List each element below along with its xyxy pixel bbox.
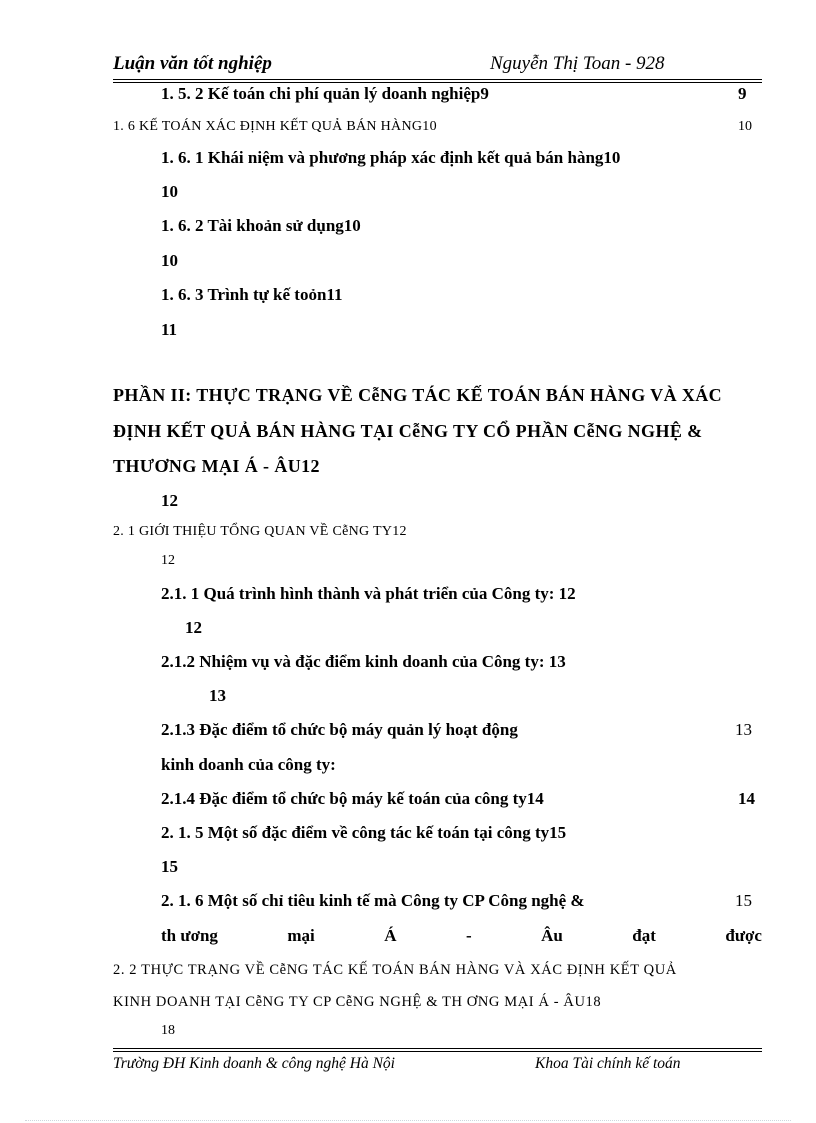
toc-part-2-line-1: PHẦN II: THỰC TRẠNG VỀ CễNG TÁC KẾ TOÁN BÁN HÀNG VÀ XÁC — [113, 385, 723, 405]
toc-entry-2-1-4: 2.1.4 Đặc điểm tổ chức bộ máy kế toán của công ty14 — [161, 789, 544, 808]
footer-rule-thin — [113, 1051, 762, 1052]
toc-page-1-6: 10 — [738, 119, 752, 134]
toc-page-2-1-2: 13 — [209, 686, 226, 705]
toc-page-2-1-5: 15 — [161, 857, 178, 876]
toc-page-2-1: 12 — [161, 553, 175, 568]
toc-entry-2-1-3-line-1: 2.1.3 Đặc điểm tổ chức bộ máy quản lý hoạt động — [161, 720, 518, 739]
toc-entry-1-5-2: 1. 5. 2 Kế toán chi phí quản lý doanh nghiệp9 — [161, 84, 489, 103]
toc-entry-1-6-3: 1. 6. 3 Trình tự kế toỏn11 — [161, 285, 343, 304]
toc-entry-2-1-6-line-2 — [161, 926, 762, 946]
toc-page-1-6-1: 10 — [161, 182, 178, 201]
toc-page-2-1-1: 12 — [185, 618, 202, 637]
toc-entry-1-6-2: 1. 6. 2 Tài khoản sử dụng10 — [161, 216, 361, 235]
footer-rule — [113, 1048, 762, 1049]
word: Âu — [541, 926, 563, 945]
toc-page-2-1-6: 15 — [735, 891, 752, 910]
toc-entry-2-2-line-1: 2. 2 THỰC TRẠNG VỀ CễNG TÁC KẾ TOÁN BÁN HÀNG VÀ XÁC ĐỊNH KẾT QUẢ — [113, 962, 677, 978]
toc-page-part-2: 12 — [161, 491, 178, 510]
word: đạt — [632, 926, 656, 945]
word: th ương — [161, 926, 218, 945]
toc-entry-1-6: 1. 6 KẾ TOÁN XÁC ĐỊNH KẾT QUẢ BÁN HÀNG10 — [113, 119, 437, 134]
word: mại — [287, 926, 315, 945]
toc-entry-2-1: 2. 1 GIỚI THIỆU TỔNG QUAN VỀ CễNG TY12 — [113, 524, 407, 539]
toc-page-1-5-2: 9 — [738, 84, 747, 103]
toc-entry-2-1-2: 2.1.2 Nhiệm vụ và đặc điểm kinh doanh của Công ty: 13 — [161, 652, 566, 671]
header-author: Nguyễn Thị Toan - 928 — [490, 53, 665, 74]
toc-entry-2-1-5: 2. 1. 5 Một số đặc điểm về công tác kế toán tại công ty15 — [161, 823, 567, 842]
toc-part-2-line-3: THƯƠNG MẠI Á - ÂU12 — [113, 456, 320, 476]
header-title: Luận văn tốt nghiệp — [113, 53, 272, 74]
word: Á — [384, 926, 397, 945]
toc-entry-2-1-6-line-1: 2. 1. 6 Một số chỉ tiêu kinh tế mà Công ty CP Công nghệ & — [161, 891, 585, 910]
page-edge-dots — [25, 1120, 791, 1121]
toc-page-2-1-4: 14 — [738, 789, 755, 808]
toc-entry-2-2-line-2: KINH DOANH TẠI CễNG TY CP CễNG NGHỆ & TH ƠNG MẠI Á - ÂU18 — [113, 994, 602, 1010]
toc-page-1-6-2: 10 — [161, 251, 178, 270]
toc-entry-2-1-3-line-2: kinh doanh của công ty: — [161, 755, 336, 774]
word: được — [725, 926, 762, 945]
word: - — [465, 926, 472, 945]
toc-entry-1-6-1: 1. 6. 1 Khái niệm và phương pháp xác định kết quả bán hàng10 — [161, 148, 621, 167]
toc-page-1-6-3: 11 — [161, 320, 178, 339]
header-rule — [113, 79, 762, 80]
footer-faculty: Khoa Tài chính kế toán — [535, 1055, 681, 1072]
toc-entry-2-1-1: 2.1. 1 Quá trình hình thành và phát triển của Công ty: 12 — [161, 584, 576, 603]
toc-page-2-1-3: 13 — [735, 720, 752, 739]
toc-page-2-2: 18 — [161, 1023, 175, 1038]
footer-school: Trường ĐH Kinh doanh & công nghệ Hà Nội — [113, 1055, 395, 1072]
toc-part-2-line-2: ĐỊNH KẾT QUẢ BÁN HÀNG TẠI CễNG TY CỔ PHẦN CễNG NGHỆ & — [113, 421, 703, 441]
header-rule-thin — [113, 82, 762, 83]
